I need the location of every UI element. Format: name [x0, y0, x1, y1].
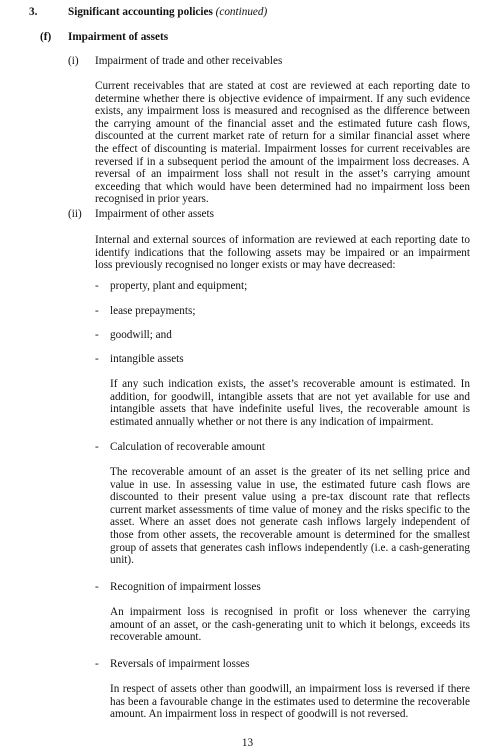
calc-body: The recoverable amount of an asset is the greater of its net selling price and value in use. In assessing value in use, the estimated future cash flows are discounted to their present value using a pre-tax discount rate that reflects current market assessments of time value of money and the risks specific to the asset. Where an asset does not generate cash inflows largely independent of those from other assets, the recoverable amount is determined for the smallest group of assets that generates cash inflows independently (i.e. a cash-generating unit).	[110, 466, 470, 567]
list-item-text: property, plant and equipment;	[110, 280, 248, 292]
rev-title: Reversals of impairment losses	[110, 658, 250, 670]
indication-paragraph: If any such indication exists, the asset’s recoverable amount is estimated. In addition, for goodwill, intangible assets that are not yet available for use and intangible assets that have indefinite useful lives, the recoverable amount is estimated annually whether or not there is any indication of impairment.	[110, 378, 470, 428]
recog-body: An impairment loss is recognised in profit or loss whenever the carrying amount of an asset, or the cash-generating unit to which it belongs, exceeds its recoverable amount.	[110, 606, 470, 644]
part1-label: (i)	[68, 55, 79, 67]
section-continued-note: (continued)	[215, 6, 268, 18]
list-item-text: intangible assets	[110, 353, 184, 365]
part2-title: Impairment of other assets	[95, 208, 214, 220]
bullet-dash: -	[95, 305, 99, 317]
section-heading	[68, 6, 267, 19]
part2-label: (ii)	[68, 208, 82, 220]
section-number: 3.	[29, 6, 38, 18]
recog-title: Recognition of impairment losses	[110, 581, 261, 593]
list-item-text: goodwill; and	[110, 329, 172, 341]
bullet-dash: -	[95, 280, 99, 292]
part1-title: Impairment of trade and other receivables	[95, 55, 283, 67]
section-title: Significant accounting policies	[68, 6, 213, 18]
bullet-dash: -	[95, 329, 99, 341]
bullet-dash: -	[95, 441, 99, 453]
bullet-dash: -	[95, 658, 99, 670]
bullet-dash: -	[95, 581, 99, 593]
page-number: 13	[241, 737, 254, 749]
list-item-text: lease prepayments;	[110, 305, 196, 317]
subsection-label: (f)	[40, 31, 52, 43]
subsection-title: Impairment of assets	[68, 31, 169, 43]
part2-intro: Internal and external sources of information are reviewed at each reporting date to identify indications that the following assets may be impaired or an impairment loss previously recognised no longer exists or may have decreased:	[95, 234, 470, 272]
calc-title: Calculation of recoverable amount	[110, 441, 266, 453]
part1-body: Current receivables that are stated at cost are reviewed at each reporting date to determine whether there is objective evidence of impairment. If any such evidence exists, any impairment loss is measured and recognised as the difference between the carrying amount of the financial asset and the estimated future cash flows, discounted at the current market rate of return for a similar financial asset where the effect of discounting is material. Impairment losses for current receivables are reversed if in a subsequent period the amount of the impairment loss decreases. A reversal of an impairment loss shall not result in the asset’s carrying amount exceeding that which would have been determined had no impairment loss been recognised in prior years.	[95, 80, 470, 206]
rev-body: In respect of assets other than goodwill, an impairment loss is reversed if there has been a favourable change in the estimates used to determine the recoverable amount. An impairment loss in respect of goodwill is not reversed.	[110, 683, 470, 721]
bullet-dash: -	[95, 353, 99, 365]
